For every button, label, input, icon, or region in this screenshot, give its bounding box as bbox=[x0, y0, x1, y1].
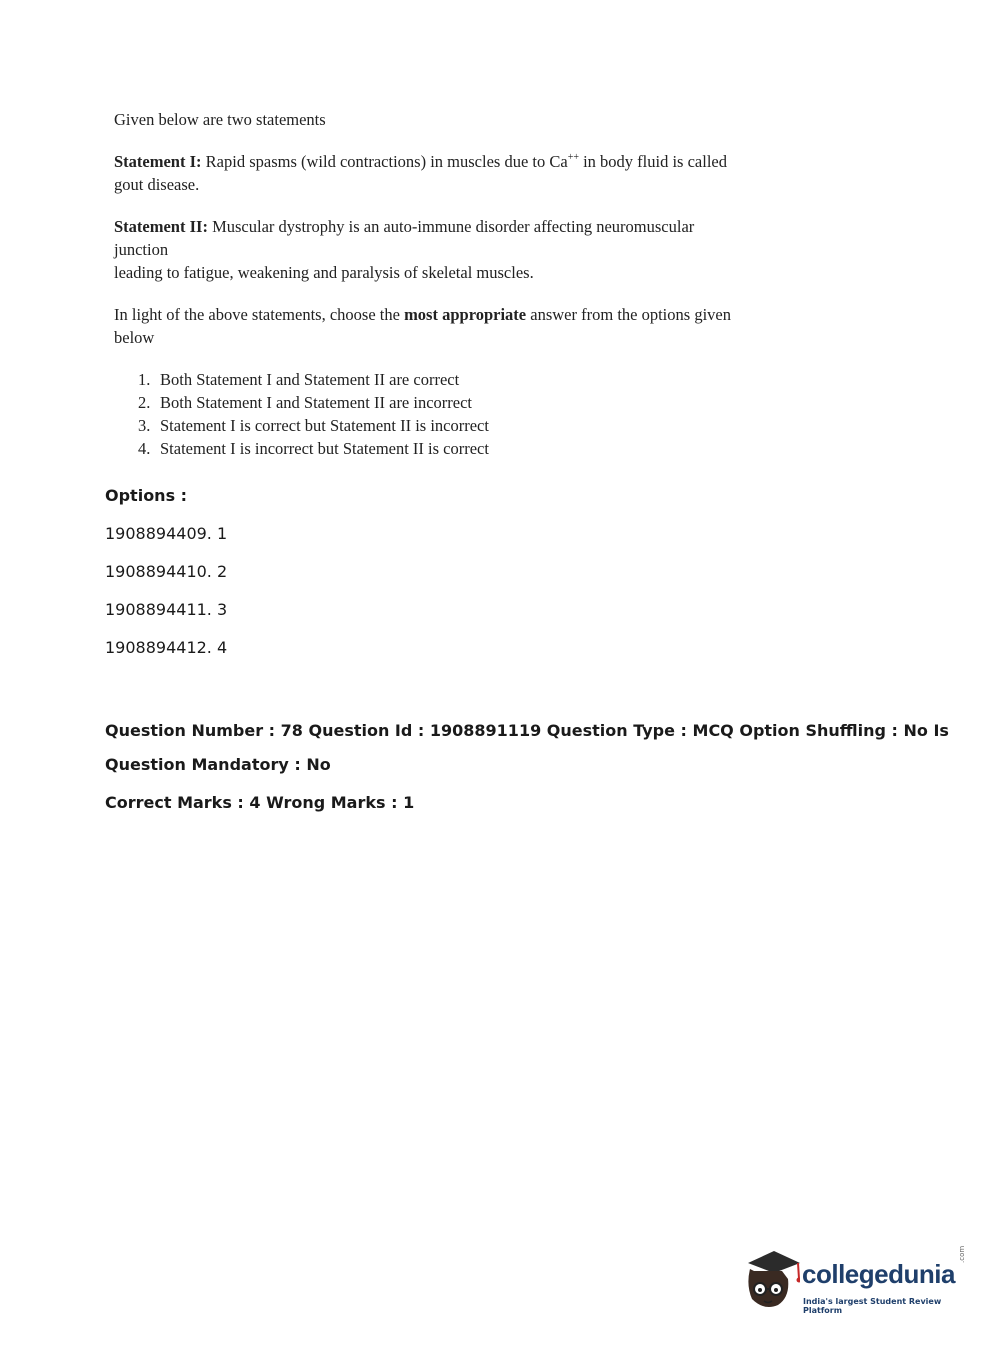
statement-1-line2: gout disease. bbox=[114, 175, 200, 194]
statement-1-text: Rapid spasms (wild contractions) in muscles due to Ca bbox=[205, 152, 568, 171]
choice-item bbox=[138, 368, 734, 391]
mascot-icon bbox=[742, 1249, 800, 1311]
option-row: 1908894411. 3 bbox=[105, 600, 228, 619]
choice-number: 4. bbox=[138, 439, 151, 458]
statement-2-text: Muscular dystrophy is an auto-immune disorder affecting neuromuscular junction bbox=[114, 217, 695, 259]
logo-name: collegedunia bbox=[802, 1259, 955, 1289]
question-image bbox=[114, 108, 734, 460]
choice-list bbox=[114, 368, 734, 460]
collegedunia-logo bbox=[742, 1245, 972, 1319]
question-meta-line3: Correct Marks : 4 Wrong Marks : 1 bbox=[105, 793, 415, 812]
question-meta-line2: Question Mandatory : No bbox=[105, 755, 331, 774]
choice-text: Statement I is correct but Statement II is incorrect bbox=[160, 416, 489, 435]
logo-tagline: India's largest Student Review Platform bbox=[803, 1297, 942, 1315]
instruction-text: In light of the above statements, choose the bbox=[114, 305, 405, 324]
statement-2 bbox=[114, 215, 734, 284]
question-intro: Given below are two statements bbox=[114, 110, 326, 129]
choice-number: 3. bbox=[138, 416, 151, 435]
statement-1-text-cont: in body fluid is called bbox=[578, 152, 727, 171]
statement-2-label: Statement II: bbox=[114, 217, 208, 236]
option-row: 1908894410. 2 bbox=[105, 562, 228, 581]
choice-item bbox=[138, 414, 734, 437]
statement-1-sup: ++ bbox=[567, 152, 579, 163]
choice-text: Both Statement I and Statement II are correct bbox=[160, 370, 460, 389]
question-meta-line1: Question Number : 78 Question Id : 1908891119 Question Type : MCQ Option Shuffling : No Is bbox=[105, 721, 949, 740]
choice-item bbox=[138, 437, 734, 460]
choice-number: 1. bbox=[138, 370, 151, 389]
logo-suffix: .com bbox=[958, 1245, 966, 1263]
choice-text: Statement I is incorrect but Statement II is correct bbox=[160, 439, 489, 458]
instruction bbox=[114, 303, 734, 349]
choice-text: Both Statement I and Statement II are incorrect bbox=[160, 393, 473, 412]
options-label: Options : bbox=[105, 486, 188, 505]
instruction-text-cont: answer from the options given bbox=[526, 305, 731, 324]
statement-1-label: Statement I: bbox=[114, 152, 202, 171]
statement-1 bbox=[114, 150, 734, 196]
option-row: 1908894409. 1 bbox=[105, 524, 228, 543]
option-row: 1908894412. 4 bbox=[105, 638, 228, 657]
statement-2-line2: leading to fatigue, weakening and paralysis of skeletal muscles. bbox=[114, 263, 534, 282]
instruction-line2: below bbox=[114, 328, 155, 347]
instruction-bold: most appropriate bbox=[404, 305, 527, 324]
choice-item bbox=[138, 391, 734, 414]
choice-number: 2. bbox=[138, 393, 151, 412]
